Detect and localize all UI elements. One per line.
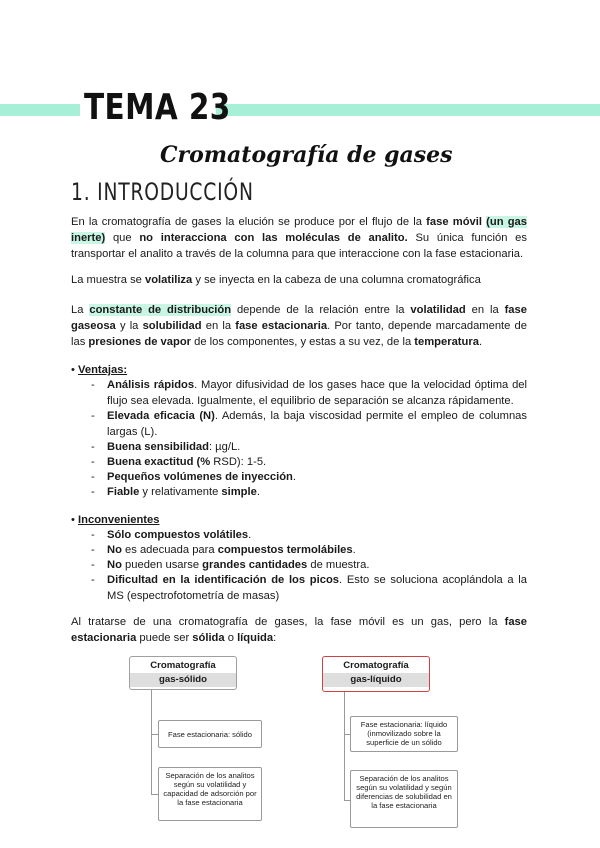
- advantage-item: - Análisis rápidos. Mayor difusividad de los gases hace que la velocidad óptima del flujo sea elevada. Igualmente, el equilibrio de separación se alcanza rápidamente.: [91, 379, 527, 407]
- advantage-item: - Buena sensibilidad: µg/L.: [91, 441, 241, 453]
- page-title: TEMA 23: [84, 87, 231, 128]
- disadvantage-item: - Sólo compuestos volátiles.: [91, 529, 252, 541]
- advantage-item: - Buena exactitud (% RSD): 1-5.: [91, 456, 267, 468]
- gas-solid-separation-box: Separación de los analitos según su volatilidad y capacidad de adsorción por la fase estacionaria: [158, 767, 262, 821]
- advantage-item: - Elevada eficacia (N). Además, la baja viscosidad permite el empleo de columnas largas (L).: [91, 410, 527, 438]
- gas-liquid-title-top: Cromatografía: [343, 660, 409, 671]
- advantage-item: - Pequeños volúmenes de inyección.: [91, 471, 297, 483]
- gas-solid-phase-box: Fase estacionaria: sólido: [158, 720, 262, 748]
- distribution-paragraph: La constante de distribución depende de la relación entre la volatilidad en la fase gaseosa y la solubilidad en la fase estacionaria. Por tanto, depende marcadamente de las presiones de vapor de los componentes, y estas a su vez, de la temperatura.: [71, 304, 527, 348]
- advantage-item: - Fiable y relativamente simple.: [91, 486, 260, 498]
- connector: [344, 692, 345, 800]
- header-bar-left: [0, 104, 80, 116]
- advantages-heading: • Ventajas:: [71, 364, 128, 376]
- gas-solid-title-bottom: gas-sólido: [130, 673, 236, 687]
- disadvantage-item: - No pueden usarse grandes cantidades de muestra.: [91, 559, 370, 571]
- gas-liquid-separation-box: Separación de los analitos según su volatilidad y según diferencias de solubilidad en la fase estacionaria: [350, 770, 458, 828]
- disadvantages-heading: • Inconvenientes: [71, 514, 160, 526]
- gas-solid-title-box: [129, 656, 237, 690]
- gas-liquid-phase-note: (inmovilizado sobre la superficie de un sólido: [366, 729, 442, 747]
- gas-liquid-title-bottom: gas-líquido: [323, 673, 429, 687]
- gas-solid-title-top: Cromatografía: [150, 660, 216, 671]
- section-title: 1. INTRODUCCIÓN: [71, 178, 254, 206]
- connector: [151, 734, 158, 735]
- connector: [151, 794, 158, 795]
- gas-liquid-phase-box: [350, 716, 458, 752]
- gas-liquid-title-box: [322, 656, 430, 692]
- connector: [151, 690, 152, 794]
- intro-paragraph: En la cromatografía de gases la elución se produce por el flujo de la fase móvil (un gas inerte) que no interacciona con las moléculas de analito. Su única función es transportar el analito a través de la columna para que interaccione con la fase estacionaria.: [71, 216, 528, 260]
- disadvantage-item: - Dificultad en la identificación de los picos. Esto se soluciona acoplándola a la MS (espectrofotometría de masas): [91, 574, 527, 602]
- disadvantage-item: - No es adecuada para compuestos termolábiles.: [91, 544, 356, 556]
- volatilize-paragraph: La muestra se volatiliza y se inyecta en la cabeza de una columna cromatográfica: [71, 274, 481, 286]
- page-subtitle: Cromatografía de gases: [160, 142, 453, 168]
- header-bar-right: [216, 104, 600, 116]
- phase-types-paragraph: Al tratarse de una cromatografía de gases, la fase móvil es un gas, pero la fase estacionaria puede ser sólida o líquida:: [71, 616, 527, 644]
- gas-liquid-phase-title: Fase estacionaria: líquido: [360, 720, 448, 729]
